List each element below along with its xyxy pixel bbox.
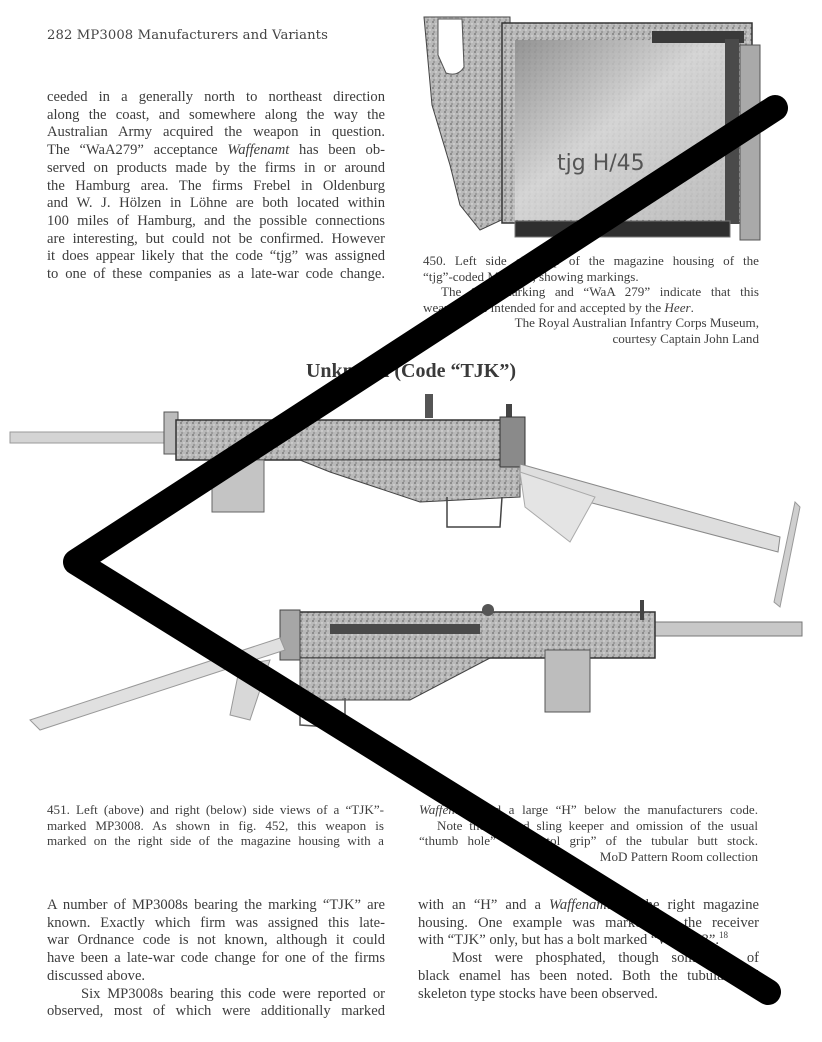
caption-line: Note the welded sling keeper and omission of the usual (437, 817, 758, 833)
text-line: Australian Army acquired the weapon in question. (47, 124, 385, 141)
italic-term: Waffenamt (419, 802, 475, 817)
text-line: A number of MP3008s bearing the marking “TJK” are (47, 897, 385, 913)
text-span: The “WaA279” acceptance (47, 142, 228, 159)
caption-line: marked on the right side of the magazine housing with a (47, 833, 384, 849)
lower-left-body-text (47, 897, 385, 1021)
text-line: 100 miles of Hamburg, and the possible connections (47, 212, 385, 229)
text-line: skeleton type stocks have been observed. (418, 985, 658, 1002)
text-span: with “TJK” only, but has a bolt marked “WaA383”. (418, 932, 720, 949)
magazine-marking: tjg H/45 (557, 151, 645, 176)
text-line: it does appear likely that the code “tjg” was assigned (47, 248, 385, 265)
upper-left-body-text (47, 89, 385, 284)
footnote-marker: 18 (719, 930, 729, 941)
running-head: 282 MP3008 Manufacturers and Variants (47, 28, 328, 43)
figure-450-caption (423, 253, 759, 347)
figure-451-caption-right (419, 802, 758, 864)
text-span: on the right magazine (610, 897, 759, 913)
text-line: the Hamburg area. The firms Frebel in Oldenburg (47, 177, 385, 194)
text-line: along the coast, and somewhere along the way the (47, 106, 385, 123)
photo-credit: MoD Pattern Room collection (599, 848, 758, 864)
caption-line: 450. Left side close-up of the magazine housing of the (423, 253, 759, 268)
text-line: have been a late-war code change for one of the firms (47, 950, 385, 967)
text-line (47, 142, 385, 160)
text-span: with an “H” and a (418, 897, 550, 913)
text-line (418, 932, 759, 950)
text-line: served on products made by the firms in or around (47, 159, 385, 176)
italic-term: Heer (664, 299, 691, 315)
text-line: Most were phosphated, though some use of (452, 950, 759, 967)
figure-451-caption-left (47, 802, 384, 849)
figure-451-left-view-photo (0, 392, 822, 612)
lower-right-body-text (418, 897, 759, 1003)
text-line: Six MP3008s bearing this code were reported or (81, 985, 385, 1002)
text-line: housing. One example was marked on the receiver (418, 914, 759, 931)
text-line: and W. J. Hölzen in Löhne are both located within (47, 195, 385, 212)
figure-451-right-view-photo (0, 590, 822, 780)
caption-line (419, 802, 758, 818)
text-line: war Ordnance code is not known, although it could (47, 932, 385, 949)
italic-term: Waffenamt (227, 142, 290, 159)
text-line: discussed above. (47, 967, 146, 984)
text-line: observed, most of which were additionally marked (47, 1003, 385, 1020)
text-line: known. Exactly which firm was assigned this late- (47, 914, 385, 931)
photo-credit: The Royal Australian Infantry Corps Museum, (514, 315, 759, 331)
caption-line: “tjg”-coded MP3008, showing markings. (423, 268, 639, 284)
caption-span: weapon was intended for and accepted by the (423, 299, 665, 315)
text-line: to one of these companies as a late-war code change. (47, 266, 385, 283)
caption-line: The “H” marking and “WaA 279” indicate that this (441, 284, 759, 300)
text-line: ceeded in a generally north to northeast direction (47, 89, 385, 105)
caption-line: marked MP3008. As shown in fig. 452, this weapon is (47, 817, 384, 833)
caption-line: weapon was intended for and accepted by the Heer. (423, 299, 694, 315)
caption-span: and a large “H” below the manufacturers code. (474, 802, 758, 817)
caption-line: 451. Left (above) and right (below) side views of a “TJK”- (47, 802, 384, 817)
text-span: has been ob- (289, 142, 386, 159)
figure-450-photo (420, 15, 798, 245)
text-line: black enamel has been noted. Both the tubular and (418, 967, 759, 984)
photo-credit: courtesy Captain John Land (612, 330, 759, 346)
section-title: Unknown (Code “TJK”) (305, 360, 517, 382)
text-line (418, 897, 759, 915)
text-line: are interesting, but could not be confirmed. However (47, 230, 385, 247)
caption-line: “thumb hole” or “pistol grip” of the tubular butt stock. (419, 833, 758, 849)
italic-term: Waffenamt (549, 897, 611, 913)
